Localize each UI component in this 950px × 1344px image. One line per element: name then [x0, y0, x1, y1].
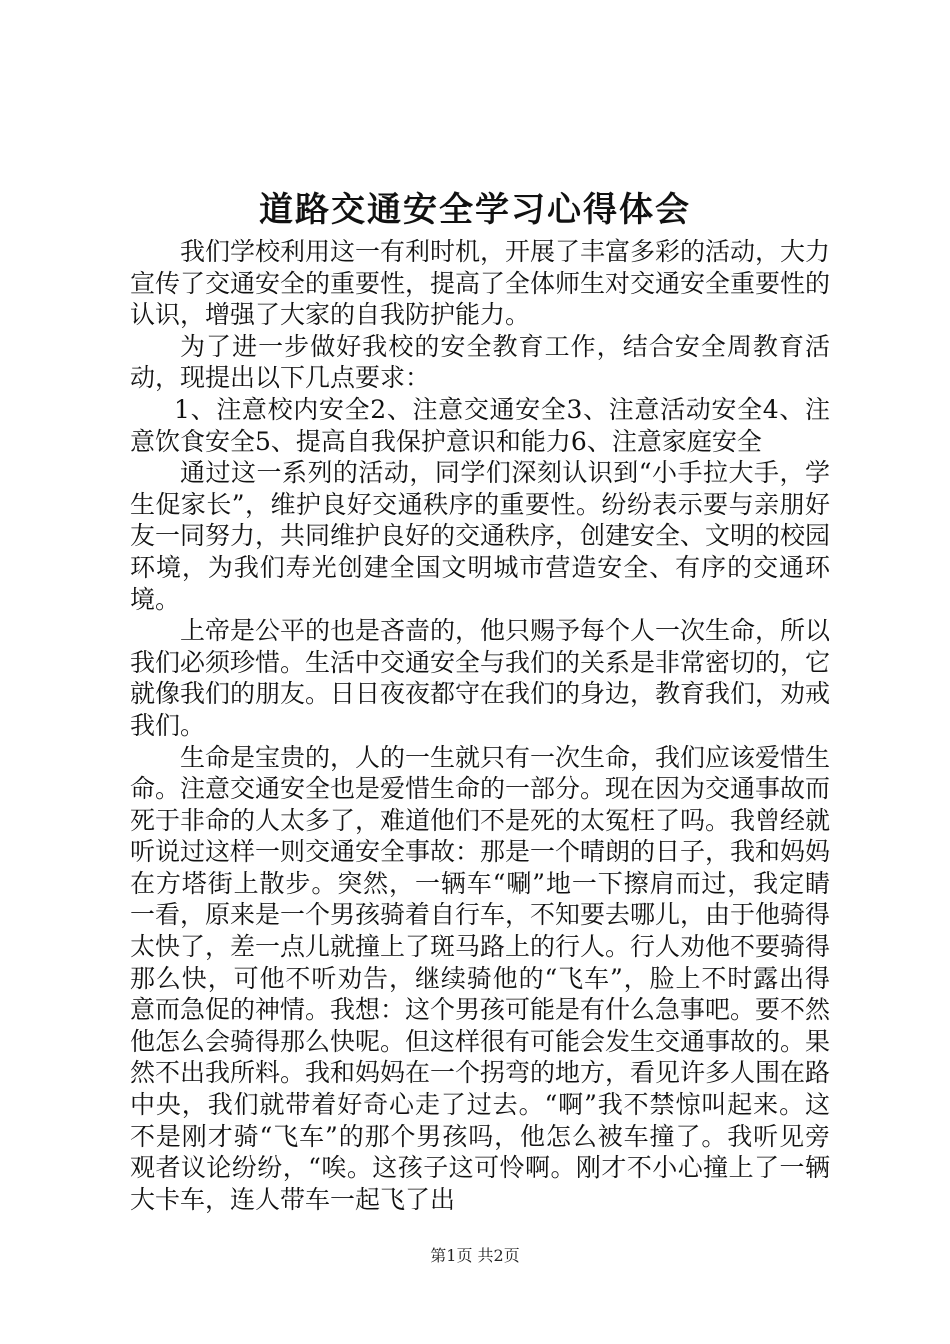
document-body [130, 236, 830, 1215]
paragraph-accident-story: 生命是宝贵的，人的一生就只有一次生命，我们应该爱惜生命。注意交通安全也是爱惜生命的一部分。现在因为交通事故而死于非命的人太多了，难道他们不是死的太冤枉了吗。我曾经就听说过这样一则交通安全事故：那是一个晴朗的日子，我和妈妈在方塔街上散步。突然，一辆车“唰”地一下擦肩而过，我定睛一看，原来是一个男孩骑着自行车，不知要去哪儿，由于他骑得太快了，差一点儿就撞上了斑马路上的行人。行人劝他不要骑得那么快，可他不听劝告，继续骑他的“飞车”，脸上不时露出得意而急促的神情。我想：这个男孩可能是有什么急事吧。要不然他怎么会骑得那么快呢。但这样很有可能会发生交通事故的。果然不出我所料。我和妈妈在一个拐弯的地方，看见许多人围在路中央，我们就带着好奇心走了过去。“啊”我不禁惊叫起来。这不是刚才骑“飞车”的那个男孩吗，他怎么被车撞了。我听见旁观者议论纷纷，“唉。这孩子这可怜啊。刚才不小心撞上了一辆大卡车，连人带车一起飞了出 [130, 742, 831, 1214]
document-title: 道路交通安全学习心得体会 [259, 190, 691, 230]
paragraph-intro: 我们学校利用这一有利时机，开展了丰富多彩的活动，大力宣传了交通安全的重要性，提高了全体师生对交通安全重要性的认识，增强了大家的自我防护能力。 [130, 237, 831, 330]
page-number-footer: 第1页 共2页 [430, 1246, 520, 1265]
paragraph-requirements-list: 1、注意校内安全2、注意交通安全3、注意活动安全4、注意饮食安全5、提高自我保护意识和能力6、注意家庭安全 [130, 394, 830, 456]
paragraph-life-precious: 上帝是公平的也是吝啬的，他只赐予每个人一次生命，所以我们必须珍惜。生活中交通安全与我们的关系是非常密切的，它就像我们的朋友。日日夜夜都守在我们的身边，教育我们，劝戒我们。 [130, 616, 831, 740]
paragraph-requirements-intro: 为了进一步做好我校的安全教育工作，结合安全周教育活动，现提出以下几点要求： [130, 331, 830, 393]
paragraph-activities: 通过这一系列的活动，同学们深刻认识到“小手拉大手，学生促家长”，维护良好交通秩序的重要性。纷纷表示要与亲朋好友一同努力，共同维护良好的交通秩序，创建安全、文明的校园环境，为我们寿光创建全国文明城市营造安全、有序的交通环境。 [130, 458, 831, 614]
